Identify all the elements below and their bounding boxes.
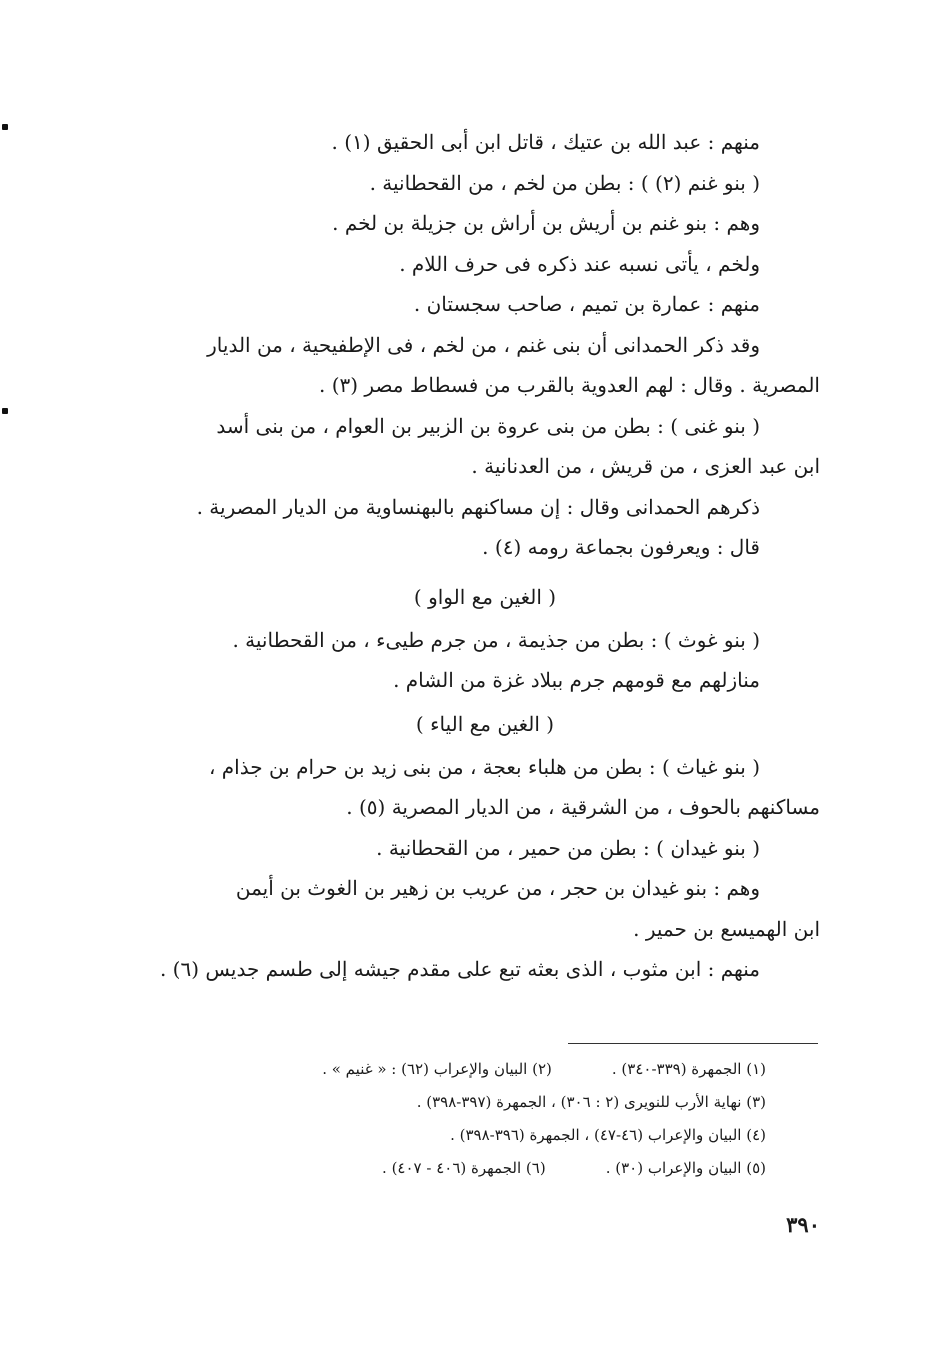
footnote-separator <box>568 1043 818 1044</box>
footnote-line <box>166 1053 766 1086</box>
text-line: ولخم ، يأتى نسبه عند ذكره فى حرف اللام . <box>399 251 760 276</box>
footnote-5: (٥) البيان والإعراب (٣٠) . <box>605 1159 766 1177</box>
text-line: قال : ويعرفون بجماعة رومه (٤) . <box>482 535 760 559</box>
text-line: وهم : بنو غنم بن أريش بن أراش بن جزيلة بن لخم . <box>332 211 760 235</box>
text-line: ابن عبد العزى ، من قريش ، من العدنانية . <box>471 454 820 478</box>
section-heading-waw: ( الغين مع الواو ) <box>413 584 557 609</box>
text-line: ( بنو غياث ) : بطن من هلباء بعجة ، من بنى زيد بن حرام بن جذام ، <box>208 754 760 779</box>
text-line: منهم : عبد الله بن عتيك ، قاتل ابن أبى الحقيق (١) . <box>331 130 760 154</box>
margin-mark-middle <box>2 408 8 414</box>
text-line: مساكنهم بالحوف ، من الشرقية ، من الديار المصرية (٥) . <box>346 795 820 819</box>
text-line: وقد ذكر الحمدانى أن بنى غنم ، من لخم ، فى الإطفيحية ، من الديار <box>207 332 760 357</box>
text-line: ( بنو غنى ) : بطن من بنى عروة بن الزبير بن العوام ، من بنى أسد <box>216 413 760 438</box>
margin-mark-top <box>2 124 8 130</box>
text-line: ذكرهم الحمدانى وقال : إن مساكنهم بالبهنساوية من الديار المصرية . <box>196 494 760 519</box>
footnote-4: (٤) البيان والإعراب (٤٦-٤٧) ، الجمهرة (٣٩٦-٣٩٨) . <box>450 1126 766 1144</box>
text-line: ( بنو غيدان ) : بطن من حمير ، من القحطانية . <box>376 835 760 860</box>
text-line: ( بنو غنم (٢) ) : بطن من لخم ، من القحطانية . <box>369 170 760 195</box>
text-line: ( بنو غوث ) : بطن من جذيمة ، من جرم طيىء ، من القحطانية . <box>232 627 760 652</box>
text-line: منهم : عمارة بن تميم ، صاحب سجستان . <box>413 292 760 316</box>
footnote-line <box>166 1152 766 1185</box>
footnote-6: (٦) الجمهرة (٤٠٦ - ٤٠٧) . <box>382 1159 546 1177</box>
footnote-3: (٣) نهاية الأرب للنويرى (٢ : ٣٠٦) ، الجمهرة (٣٩٧-٣٩٨) . <box>416 1093 766 1111</box>
footnote-line <box>166 1119 766 1152</box>
section-heading-ya: ( الغين مع الياء ) <box>415 711 555 736</box>
page-number: ٣٩٠ <box>786 1212 820 1237</box>
text-line: ابن الهميسع بن حمير . <box>633 916 820 941</box>
footnote-2: (٢) البيان والإعراب (٦٢) : « غنيم » . <box>322 1060 552 1078</box>
text-line: المصرية . وقال : لهم العدوية بالقرب من فسطاط مصر (٣) . <box>318 373 820 397</box>
text-line: وهم : بنو غيدان بن حجر ، من عريب بن زهير بن الغوث بن أيمن <box>235 876 760 900</box>
text-line: منازلهم مع قومهم جرم ببلاد غزة من الشام . <box>393 668 760 692</box>
footnotes <box>166 1053 766 1185</box>
footnote-line <box>166 1086 766 1119</box>
footnote-1: (١) الجمهرة (٣٣٩-٣٤٠) . <box>611 1060 766 1078</box>
main-text <box>150 122 820 990</box>
text-line: منهم : ابن مثوب ، الذى بعثه تبع على مقدم جيشه إلى طسم جديس (٦) . <box>159 957 760 981</box>
